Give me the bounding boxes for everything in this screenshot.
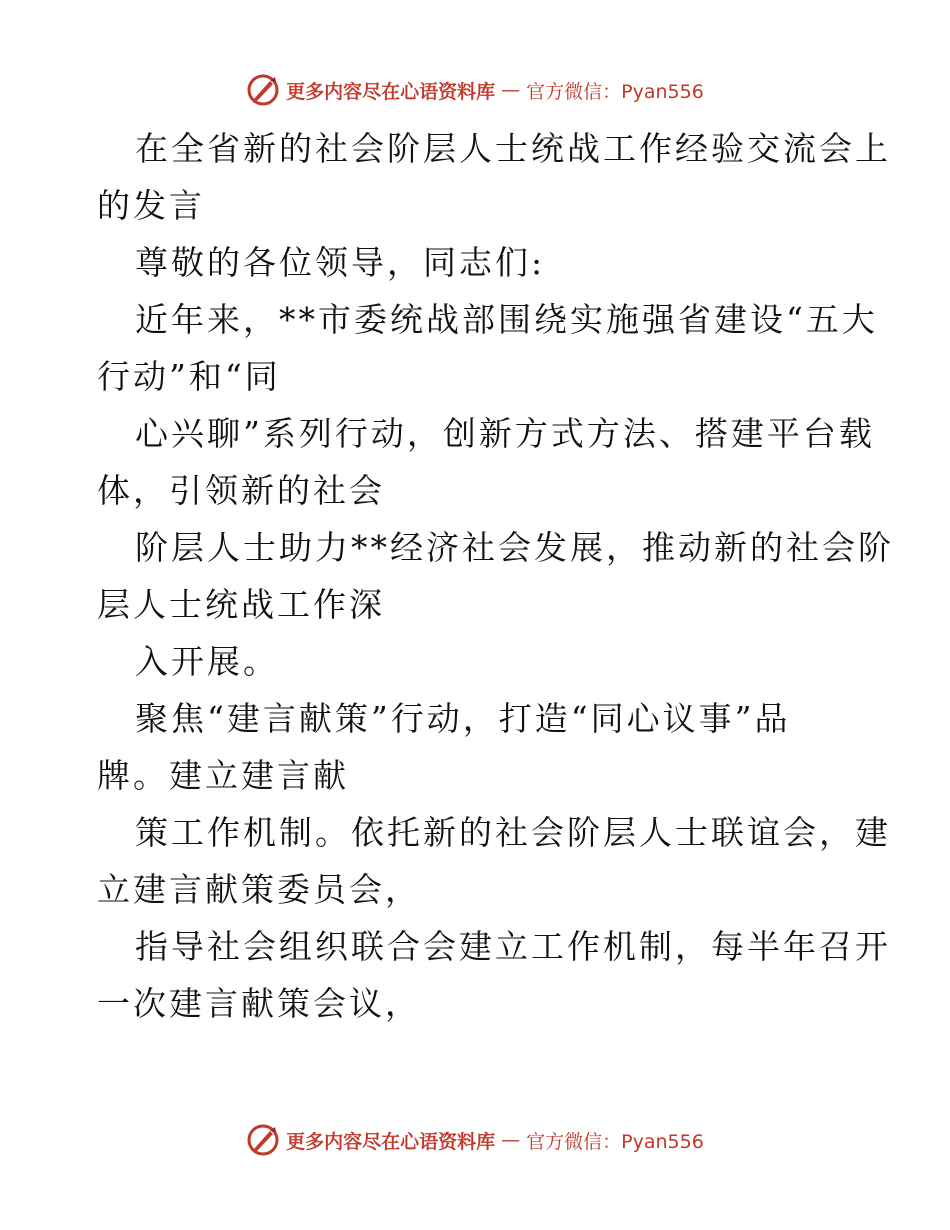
paragraph-line: 策工作机制。依托新的社会阶层人士联谊会，建	[135, 813, 891, 852]
watermark-suffix: 官方微信：Pyan556	[526, 80, 704, 103]
paragraph-line: 体，引领新的社会	[97, 471, 385, 510]
header-watermark	[0, 70, 950, 110]
paragraph-line: 层人士统战工作深	[97, 585, 385, 624]
quill-pen-circle-icon	[246, 73, 280, 107]
paragraph-line: 行动”和“同	[97, 357, 281, 396]
paragraph-line: 心兴聊”系列行动，创新方式方法、搭建平台载	[135, 414, 875, 453]
quill-pen-circle-icon	[246, 1123, 280, 1157]
paragraph-line: 近年来，**市委统战部围绕实施强省建设“五大	[135, 300, 878, 339]
watermark-dash: —	[501, 1129, 521, 1151]
paragraph-line: 阶层人士助力**经济社会发展，推动新的社会阶	[135, 528, 894, 567]
watermark-suffix: 官方微信：Pyan556	[526, 1130, 704, 1153]
paragraph-line: 尊敬的各位领导，同志们:	[135, 243, 546, 282]
watermark-dash: —	[501, 79, 521, 101]
watermark-brand: 更多内容尽在心语资料库	[286, 80, 496, 103]
paragraph-line: 一次建言献策会议，	[97, 984, 421, 1023]
paragraph-line: 的发言	[97, 186, 205, 225]
paragraph-line: 聚焦“建言献策”行动，打造“同心议事”品	[135, 699, 791, 738]
footer-watermark	[0, 1120, 950, 1160]
paragraph-line: 入开展。	[135, 642, 279, 681]
watermark-brand: 更多内容尽在心语资料库	[286, 1130, 496, 1153]
paragraph-line: 指导社会组织联合会建立工作机制，每半年召开	[135, 927, 891, 966]
paragraph-line: 牌。建立建言献	[97, 756, 349, 795]
document-body	[97, 120, 894, 1032]
paragraph-line: 在全省新的社会阶层人士统战工作经验交流会上	[135, 129, 891, 168]
paragraph-line: 立建言献策委员会，	[97, 870, 421, 909]
